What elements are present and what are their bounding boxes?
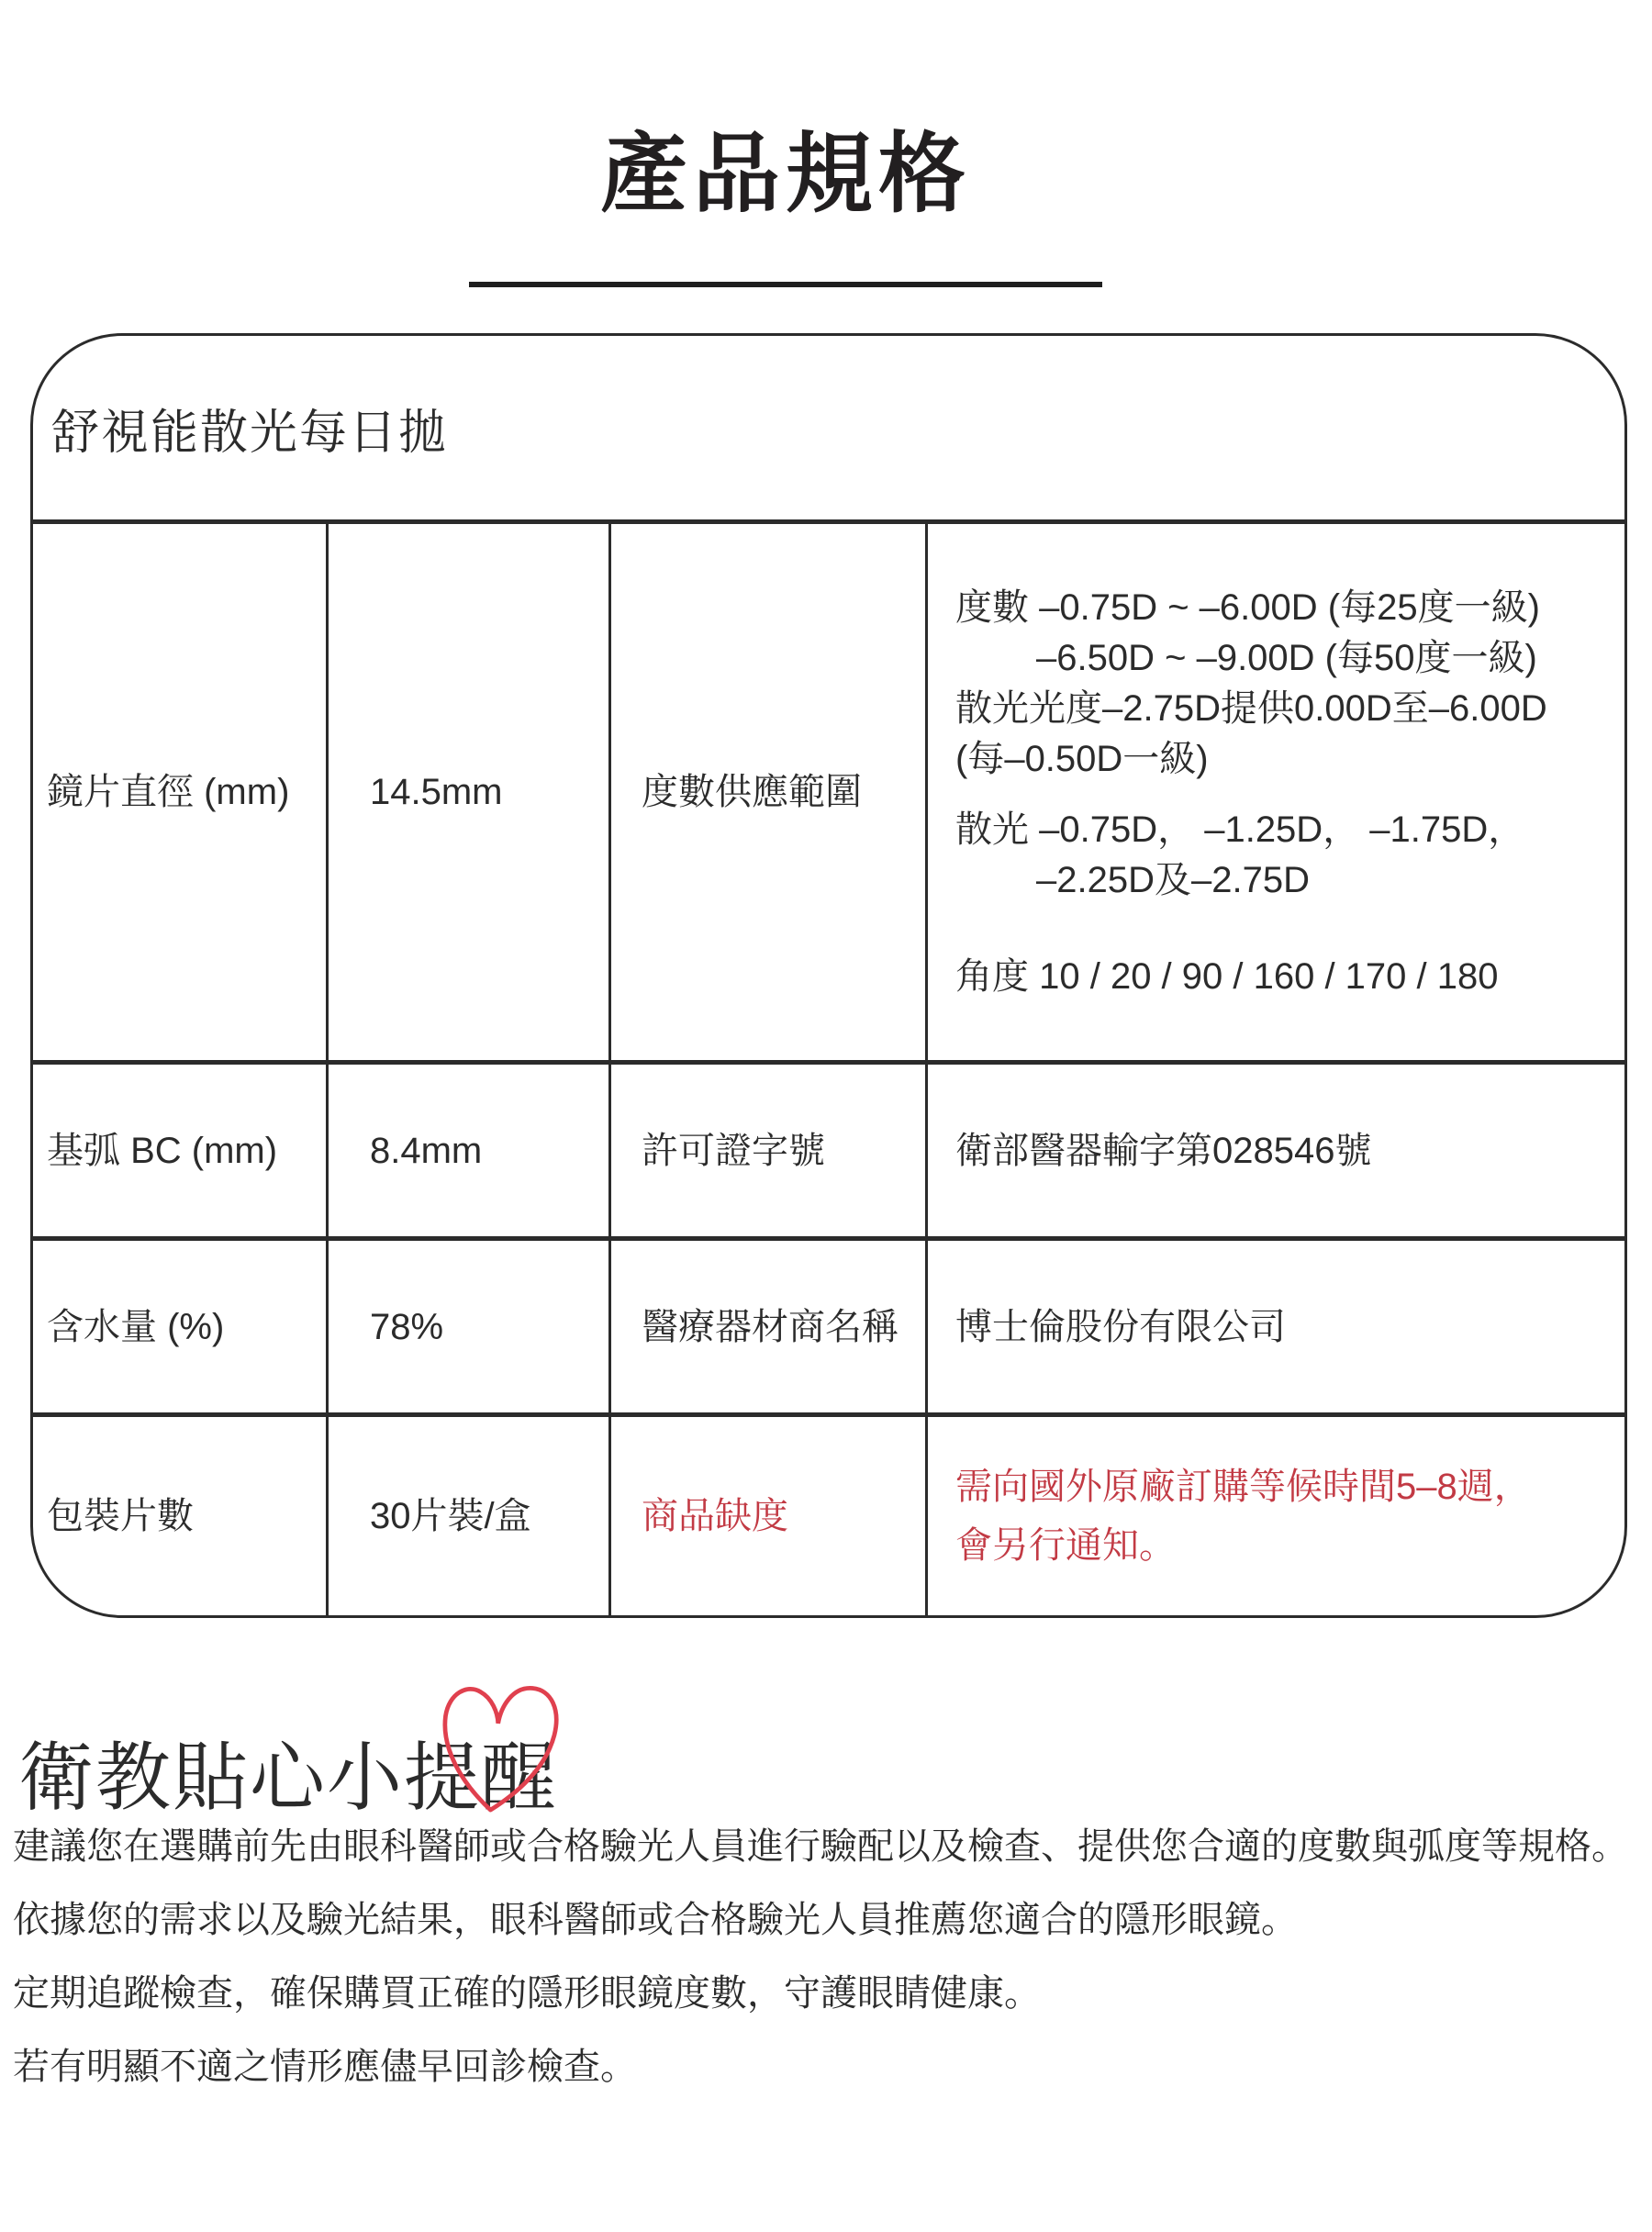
tips-line: 定期追蹤檢查，確保購買正確的隱形眼鏡度數，守護眼睛健康。 (13, 1973, 1041, 2014)
tips-line: 依據您的需求以及驗光結果，眼科醫師或合格驗光人員推薦您適合的隱形眼鏡。 (13, 1900, 1298, 1940)
power-line: 散光光度–2.75D提供0.00D至–6.00D (955, 687, 1547, 729)
spec-table (30, 333, 1627, 1618)
power-line: 度數 –0.75D ~ –6.00D (每25度一級) (955, 586, 1540, 628)
power-line: –2.25D及–2.75D (1036, 859, 1310, 900)
shortage-line: 需向國外原廠訂購等候時間5–8週， (955, 1467, 1531, 1507)
spec-label-license-number: 許可證字號 (611, 1065, 928, 1241)
spec-value-power-range (928, 524, 1624, 1065)
spec-value-vendor-name: 博士倫股份有限公司 (928, 1241, 1624, 1417)
spec-label-lens-diameter: 鏡片直徑 (mm) (33, 524, 329, 1065)
spec-value-water-content: 78% (329, 1241, 611, 1417)
spec-label-pack-count: 包裝片數 (33, 1417, 329, 1615)
power-line: 散光 –0.75D， –1.25D， –1.75D， (955, 809, 1525, 850)
power-line: 角度 10 / 20 / 90 / 160 / 170 / 180 (955, 955, 1499, 997)
spec-value-license-number: 衛部醫器輸字第028546號 (928, 1065, 1624, 1241)
product-name: 舒視能散光每日拋 (33, 336, 1624, 524)
spec-label-water-content: 含水量 (%) (33, 1241, 329, 1417)
tips-line: 若有明顯不適之情形應儘早回診檢查。 (13, 2047, 637, 2087)
power-line: (每–0.50D一級) (955, 738, 1209, 779)
spec-label-vendor-name: 醫療器材商名稱 (611, 1241, 928, 1417)
page-title: 產品規格 (599, 126, 971, 223)
tips-line: 建議您在選購前先由眼科醫師或合格驗光人員進行驗配以及檢查、提供您合適的度數與弧度等規格。 (13, 1826, 1628, 1867)
title-underline (469, 282, 1102, 287)
spec-value-product-shortage (928, 1417, 1624, 1615)
spec-grid (33, 524, 1624, 1615)
shortage-line: 會另行通知。 (955, 1525, 1176, 1566)
spec-value-pack-count: 30片裝/盒 (329, 1417, 611, 1615)
spec-value-base-curve: 8.4mm (329, 1065, 611, 1241)
spec-label-base-curve: 基弧 BC (mm) (33, 1065, 329, 1241)
health-tips-heading: 衛教貼心小提醒 (18, 1736, 559, 1820)
power-line: –6.50D ~ –9.00D (每50度一級) (1036, 637, 1537, 678)
spec-value-lens-diameter: 14.5mm (329, 524, 611, 1065)
spec-label-power-range: 度數供應範圍 (611, 524, 928, 1065)
heart-icon (430, 1663, 565, 1830)
health-tips-body (13, 1810, 1652, 2104)
spec-label-product-shortage: 商品缺度 (611, 1417, 928, 1615)
